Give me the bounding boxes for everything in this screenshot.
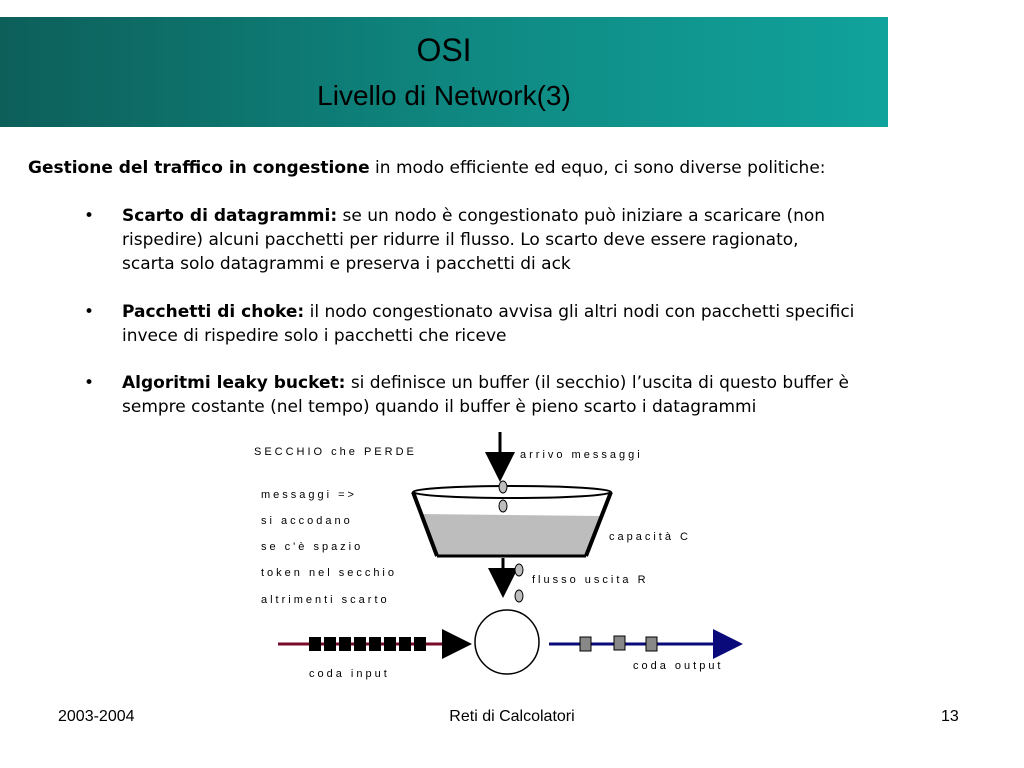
bucket-water — [420, 514, 602, 556]
output-packet — [614, 636, 625, 650]
note-token: token nel secchio — [261, 567, 397, 579]
footer-course: Reti di Calcolatori — [449, 708, 575, 725]
output-packet — [580, 637, 591, 651]
input-packet — [354, 637, 366, 651]
message-drop — [499, 481, 507, 493]
bullet-text: rispedire) alcuni pacchetti per ridurre il flusso. Lo scarto deve essere ragionato, — [122, 230, 799, 250]
input-packet — [384, 637, 396, 651]
input-queue-label: coda input — [309, 668, 390, 680]
input-packet — [369, 637, 381, 651]
arrival-label: arrivo messaggi — [520, 449, 643, 461]
input-packet — [324, 637, 336, 651]
input-packet — [414, 637, 426, 651]
note-space: se c'è spazio — [261, 541, 364, 553]
message-drop — [515, 564, 523, 576]
bullet-dot: • — [84, 206, 95, 226]
bullet-text: si definisce un buffer (il secchio) l’uscita di questo buffer è — [345, 373, 850, 393]
intro-bold: Gestione del traffico in congestione — [28, 158, 370, 178]
output-flow-label: flusso uscita R — [532, 574, 649, 586]
bullet-dot: • — [84, 373, 95, 393]
message-drop — [515, 590, 523, 602]
bullet-bold: Scarto di datagrammi: — [122, 206, 338, 226]
bullet-text: invece di rispedire solo i pacchetti che riceve — [122, 326, 507, 346]
footer-year: 2003-2004 — [58, 708, 135, 725]
bullet-bold: Algoritmi leaky bucket: — [122, 373, 346, 393]
input-packet — [399, 637, 411, 651]
note-queue: si accodano — [261, 515, 353, 527]
bullet-text: scarta solo datagrammi e preserva i pacchetti di ack — [122, 254, 571, 274]
capacity-label: capacità C — [609, 531, 691, 543]
bullet-dot: • — [84, 302, 95, 322]
bullet-bold: Pacchetti di choke: — [122, 302, 305, 322]
intro-text: in modo efficiente ed equo, ci sono diverse politiche: — [369, 158, 826, 178]
bullet-text: sempre costante (nel tempo) quando il buffer è pieno scarto i datagrammi — [122, 397, 757, 417]
input-packet — [339, 637, 351, 651]
note-messages: messaggi => — [261, 489, 357, 501]
bucket-rim — [413, 486, 611, 498]
node-circle — [475, 610, 539, 674]
bucket-title-label: SECCHIO che PERDE — [254, 446, 417, 458]
slide-title: OSI — [416, 32, 472, 68]
bullet-text: se un nodo è congestionato può iniziare a scaricare (non — [337, 206, 826, 226]
footer-page-number: 13 — [941, 708, 959, 725]
slide-subtitle: Livello di Network(3) — [317, 80, 571, 111]
output-queue-label: coda output — [633, 660, 724, 672]
input-packet — [309, 637, 321, 651]
note-discard: altrimenti scarto — [261, 594, 390, 606]
message-drop — [499, 500, 507, 512]
bullet-text: il nodo congestionato avvisa gli altri nodi con pacchetti specifici — [304, 302, 855, 322]
output-packet — [646, 637, 657, 651]
